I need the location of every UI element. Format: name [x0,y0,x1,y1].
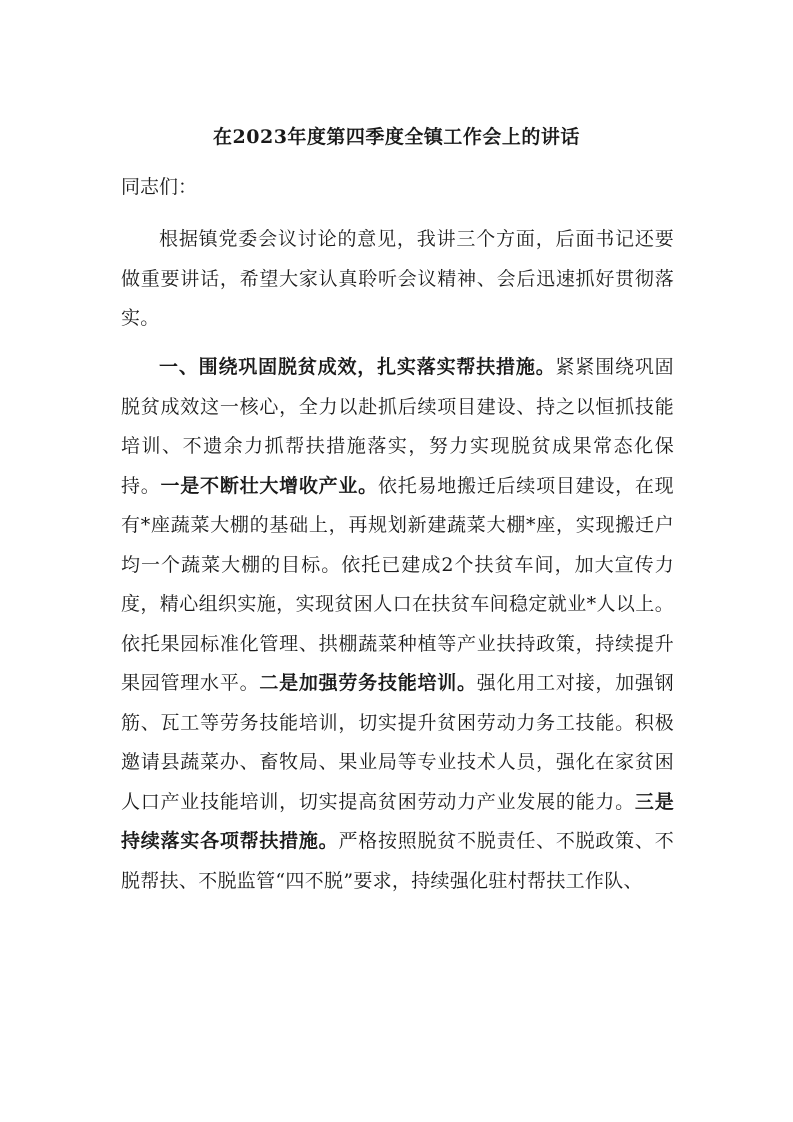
point-three-heading: 三是持续落实各项帮扶措施。 [121,790,674,852]
point-three-text: 严格按照脱贫不脱责任、不脱政策、不脱帮扶、不脱监管“四不脱”要求，持续强化驻村帮扶工作队、 [121,830,674,892]
salutation: 同志们： [121,176,198,198]
section-one-heading: 一、围绕巩固脱贫成效，扎实落实帮扶措施。 [159,356,556,378]
point-one-text: 依托易地搬迁后续项目建设，在现有*座蔬菜大棚的基础上，再规划新建蔬菜大棚*座，实现搬迁户均一个蔬菜大棚的目标。依托已建成2个扶贫车间，加大宣传力度，精心组织实施，实现贫困人口在扶贫车间稳定就业*人以上。依托果园标准化管理、拱棚蔬菜种植等产业扶持政策，持续提升果园管理水平。 [121,474,674,694]
point-one-heading: 一是不断壮大增收产业。 [160,474,378,497]
intro-text: 根据镇党委会议讨论的意见，我讲三个方面，后面书记还要做重要讲话，希望大家认真聆听会议精神、会后迅速抓好贯彻落实。 [121,228,674,329]
point-two-heading: 二是加强劳务技能培训。 [259,672,477,694]
point-two-text: 强化用工对接，加强钢筋、瓦工等劳务技能培训，切实提升贫困劳动力务工技能。积极邀请县蔬菜办、畜牧局、果业局等专业技术人员，强化在家贫困人口产业技能培训，切实提高贫困劳动力产业发展的能力。 [121,672,674,813]
section-one-intro: 紧紧围绕巩固脱贫成效这一核心，全力以赴抓后续项目建设、持之以恒抓技能培训、不遗余力抓帮扶措施落实，努力实现脱贫成果常态化保持。 [121,356,674,497]
intro-paragraph [121,220,674,339]
document-title: 在2023年度第四季度全镇工作会上的讲话 [213,126,580,148]
section-one-paragraph [121,348,674,901]
